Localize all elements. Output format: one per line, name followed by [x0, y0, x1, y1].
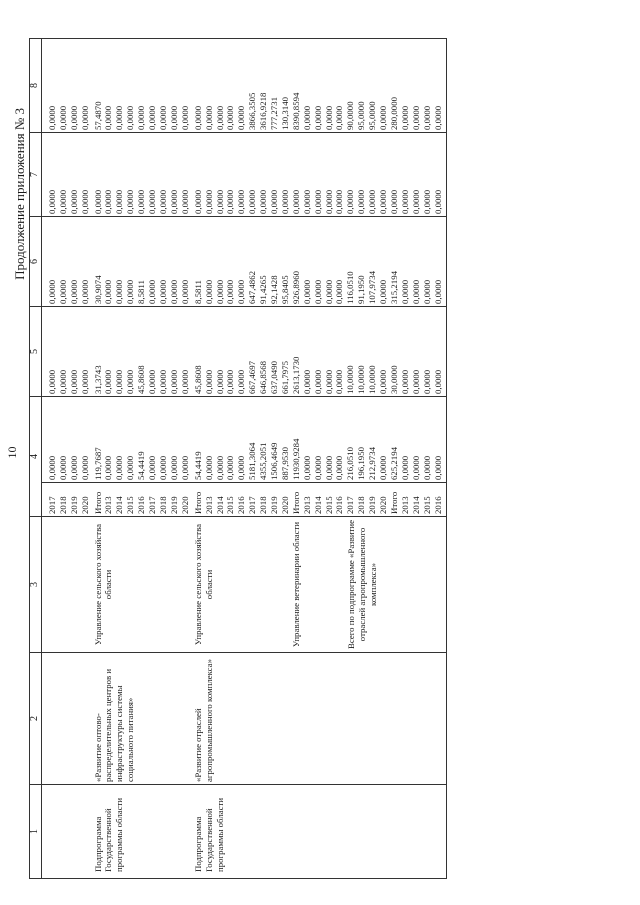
subprogram-name: «Развитие оптово-распределительных центров и инфраструктуры системы социального питания» — [93, 653, 193, 785]
values-col-7: 0,0000 0,0000 0,0000 0,0000 0,0000 0,0000 0,0000 0,0000 0,0000 0,0000 0,0000 0,0000 0,0000 0,0000 0,0000 0,0000 0,0000 0,0000 0,0000 0,0000 0,0000 0,0000 0,0000 — [193, 133, 446, 217]
values-col-4: 119,7687 0,0000 0,0000 0,0000 54,4419 0,0000 0,0000 0,0000 0,0000 — [93, 397, 193, 483]
col-header-5: 5 — [30, 307, 42, 397]
year-list: Итого 2013 2014 2015 2016 2017 2018 2019 2020 Итого 2013 2014 2015 2016 2017 2018 2019 2020 Итого 2013 2014 2015 2016 — [193, 483, 446, 517]
values-col-6: 30,9074 0,0000 0,0000 0,0000 8,5811 0,0000 0,0000 0,0000 0,0000 — [93, 217, 193, 307]
col-header-2: 2 — [30, 653, 42, 785]
table-row — [47, 39, 93, 879]
values-col-6: 0,0000 0,0000 0,0000 0,0000 — [47, 217, 93, 307]
values-col-7: 0,0000 0,0000 0,0000 0,0000 — [47, 133, 93, 217]
executor-veterinary: Управление ветеринарии области — [290, 521, 301, 648]
values-col-5: 45,8608 0,0000 0,0000 0,0000 0,0000 667,4697 646,8568 637,0490 661,7975 2613,1730 0,0000 0,0000 0,0000 0,0000 10,0000 10,0000 10,0000 0,0000 30,0000 0,0000 0,0000 0,0000 0,0000 — [193, 307, 446, 397]
col-header-6: 6 — [30, 217, 42, 307]
executor-agriculture: Управление сельского хозяйства области — [192, 523, 214, 646]
appendix-note: Продолжение приложения № 3 — [12, 108, 27, 280]
page-number: 10 — [5, 446, 19, 459]
col-header-4: 4 — [30, 397, 42, 517]
table-row — [193, 39, 446, 879]
col-header-8: 8 — [30, 39, 42, 133]
executors — [193, 517, 446, 653]
subprogram-type: Подпрограмма Государственной программы области — [93, 785, 193, 879]
col-header-7: 7 — [30, 133, 42, 217]
col-header-1: 1 — [30, 785, 42, 879]
values-col-5: 0,0000 0,0000 0,0000 0,0000 — [47, 307, 93, 397]
values-col-4: 0,0000 0,0000 0,0000 0,0000 — [47, 397, 93, 483]
values-col-7: 0,0000 0,0000 0,0000 0,0000 0,0000 0,0000 0,0000 0,0000 0,0000 — [93, 133, 193, 217]
subprogram-name: «Развитие отраслей агропромышленного комплекса» — [193, 653, 446, 785]
table-row — [93, 39, 193, 879]
values-col-8: 0,0000 0,0000 0,0000 0,0000 0,0000 3866,3505 3616,9218 777,2731 130,3140 8390,8594 0,0000 0,0000 0,0000 0,0000 90,0000 95,0000 95,0000 0,0000 280,0000 0,0000 0,0000 0,0000 0,0000 — [193, 39, 446, 133]
header-row — [30, 39, 42, 879]
values-col-5: 31,3743 0,0000 0,0000 0,0000 45,8608 0,0000 0,0000 0,0000 0,0000 — [93, 307, 193, 397]
executor: Управление сельского хозяйства области — [93, 517, 193, 653]
year-list: Итого 2013 2014 2015 2016 2017 2018 2019 2020 — [93, 483, 193, 517]
values-col-6: 8,5811 0,0000 0,0000 0,0000 0,0000 647,4862 91,4265 92,1428 95,8405 926,8960 0,0000 0,0000 0,0000 0,0000 116,0510 91,1950 107,9734 0,0000 315,2194 0,0000 0,0000 0,0000 0,0000 — [193, 217, 446, 307]
subprogram-type: Подпрограмма Государственной программы области — [193, 785, 446, 879]
values-col-4: 54,4419 0,0000 0,0000 0,0000 0,0000 5181,3064 4355,2051 1506,4649 887,9530 11930,9284 0,0000 0,0000 0,0000 0,0000 216,0510 196,1950 212,9734 0,0000 625,2194 0,0000 0,0000 0,0000 0,0000 — [193, 397, 446, 483]
values-col-8: 57,4870 0,0000 0,0000 0,0000 0,0000 0,0000 0,0000 0,0000 0,0000 — [93, 39, 193, 133]
values-col-8: 0,0000 0,0000 0,0000 0,0000 — [47, 39, 93, 133]
budget-table — [29, 38, 447, 879]
year-list: 2017 2018 2019 2020 — [47, 483, 93, 517]
col-header-3: 3 — [30, 517, 42, 653]
subprogram-total: Всего по подпрограмме «Развитие отраслей агропромышленного комплекса» — [346, 519, 379, 650]
